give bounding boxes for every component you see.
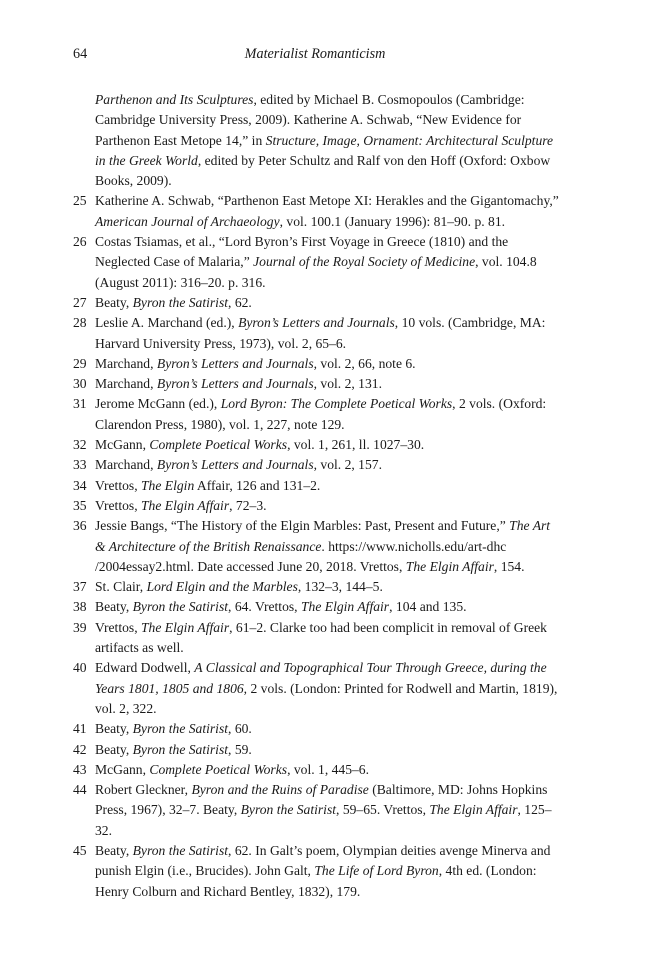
endnote-number: 42 bbox=[73, 741, 87, 757]
note-fragment: McGann, bbox=[95, 437, 150, 453]
note-fragment: , 104 and 135. bbox=[389, 599, 467, 615]
italic-title: Byron the Satirist bbox=[132, 741, 229, 757]
italic-title: Byron the Satirist bbox=[132, 294, 229, 310]
note-fragment: , 62. In Galt’s poem, Olympian deities avenge Minerva and punish Elgin (i.e., Brucides). John Galt, bbox=[95, 842, 551, 879]
note-fragment: , 59. bbox=[228, 741, 252, 757]
italic-title: Lord Elgin and the Marbles bbox=[146, 579, 298, 595]
note-fragment: Marchand, bbox=[95, 355, 157, 371]
italic-title: The Elgin Affair bbox=[141, 497, 230, 513]
note-fragment: Vrettos, bbox=[95, 477, 141, 493]
endnote-text bbox=[95, 618, 559, 659]
endnote-number: 41 bbox=[73, 721, 87, 737]
note-fragment: Jerome McGann (ed.), bbox=[95, 396, 221, 412]
endnote-text bbox=[95, 597, 559, 617]
note-fragment: Robert Gleckner, bbox=[95, 782, 192, 798]
note-fragment: Beaty, bbox=[95, 599, 133, 615]
endnote-number: 26 bbox=[73, 234, 87, 250]
note-fragment: , vol. 100.1 (January 1996): 81–90. p. 81. bbox=[279, 213, 506, 229]
endnote bbox=[73, 658, 559, 719]
endnote-text bbox=[95, 719, 559, 739]
endnote-text bbox=[95, 841, 559, 902]
endnote-text bbox=[95, 476, 559, 496]
note-fragment: Beaty, bbox=[95, 842, 133, 858]
endnote-number: 25 bbox=[73, 193, 87, 209]
note-fragment: , 60. bbox=[228, 721, 252, 737]
endnote bbox=[73, 293, 559, 313]
italic-title: Byron and the Ruins of Paradise bbox=[191, 782, 369, 798]
endnote bbox=[73, 374, 559, 394]
endnote bbox=[73, 618, 559, 659]
italic-title: The Art & Architecture of the British Renaissance bbox=[95, 518, 551, 554]
note-fragment: Vrettos, bbox=[95, 497, 141, 513]
note-fragment: Katherine A. Schwab, “Parthenon East Metope XI: Herakles and the Gigantomachy,” bbox=[95, 193, 559, 209]
endnote-text bbox=[95, 496, 559, 516]
endnote bbox=[73, 90, 559, 191]
endnote-number: 36 bbox=[73, 518, 87, 534]
endnote-text bbox=[95, 435, 559, 455]
italic-title: Byron’s Letters and Journals bbox=[156, 457, 314, 473]
endnote-text bbox=[95, 394, 559, 435]
italic-title: Byron the Satirist bbox=[132, 721, 229, 737]
endnote-number: 31 bbox=[73, 396, 87, 412]
italic-title: The Elgin Affair bbox=[429, 802, 518, 818]
page-header bbox=[73, 46, 557, 66]
endnote bbox=[73, 191, 559, 232]
endnote bbox=[73, 435, 559, 455]
endnote-text bbox=[95, 313, 559, 354]
endnote-number: 32 bbox=[73, 437, 87, 453]
note-fragment: Vrettos, bbox=[95, 619, 141, 635]
endnote-number: 39 bbox=[73, 619, 87, 635]
note-fragment: Beaty, bbox=[95, 741, 133, 757]
note-fragment: St. Clair, bbox=[95, 579, 147, 595]
page-number: 64 bbox=[73, 46, 88, 62]
note-fragment: , 125–32. bbox=[95, 802, 552, 838]
endnote-number: 28 bbox=[73, 315, 87, 331]
endnote bbox=[73, 394, 559, 435]
italic-title: Parthenon and Its Sculptures bbox=[95, 92, 254, 107]
note-fragment: , 59–65. Vrettos, bbox=[336, 802, 430, 818]
note-fragment: Costas Tsiamas, et al., “Lord Byron’s First Voyage in Greece (1810) and the Neglected Case of Malaria,” bbox=[95, 234, 509, 270]
endnote-text bbox=[95, 232, 559, 293]
note-fragment: Jessie Bangs, “The History of the Elgin Marbles: Past, Present and Future,” bbox=[95, 518, 510, 534]
endnote-number: 29 bbox=[73, 355, 87, 371]
italic-title: Byron’s Letters and Journals bbox=[156, 376, 314, 392]
italic-title: Byron the Satirist bbox=[132, 599, 229, 615]
note-fragment: , vol. 2, 157. bbox=[313, 457, 382, 473]
note-fragment: , vol. 2, 66, note 6. bbox=[313, 355, 416, 371]
italic-title: Byron the Satirist bbox=[132, 842, 229, 858]
italic-title: The Elgin Affair bbox=[405, 558, 494, 574]
endnote bbox=[73, 597, 559, 617]
endnote-number: 34 bbox=[73, 477, 87, 493]
note-fragment: , edited by Michael B. Cosmopoulos (Cambridge: Cambridge University Press, 2009). Katherine A. Schwab, “New Evidence for Parthenon East Metope 14,” in bbox=[95, 92, 525, 148]
endnote-number: 38 bbox=[73, 599, 87, 615]
note-fragment: , edited by Peter Schultz and Ralf von den Hoff (Oxford: Oxbow Books, 2009). bbox=[95, 152, 551, 189]
italic-title: Complete Poetical Works bbox=[149, 761, 288, 777]
endnotes-list bbox=[73, 90, 559, 902]
note-fragment: Beaty, bbox=[95, 721, 133, 737]
endnote-number: 37 bbox=[73, 579, 87, 595]
note-fragment: , 72–3. bbox=[229, 497, 267, 513]
endnote-text bbox=[95, 577, 559, 597]
italic-title: Byron’s Letters and Journals bbox=[238, 315, 395, 331]
note-fragment: , 2 vols. (Oxford: Clarendon Press, 1980), vol. 1, 227, note 129. bbox=[95, 396, 547, 432]
endnote-text bbox=[95, 293, 559, 313]
endnote-number: 27 bbox=[73, 294, 87, 310]
note-fragment: , 61–2. Clarke too had been complicit in removal of Greek artifacts as well. bbox=[95, 619, 547, 656]
note-fragment: Marchand, bbox=[95, 376, 157, 392]
endnote bbox=[73, 841, 559, 902]
endnote bbox=[73, 780, 559, 841]
italic-title: Lord Byron: The Complete Poetical Works bbox=[220, 396, 453, 412]
endnote-text bbox=[95, 658, 559, 719]
italic-title: Byron’s Letters and Journals bbox=[156, 355, 314, 371]
note-fragment: Affair, 126 and 131–2. bbox=[194, 477, 321, 493]
endnote-number: 43 bbox=[73, 761, 87, 777]
italic-title: A Classical and Topographical Tour Through Greece, during the Years 1801, 1805 and 1806 bbox=[95, 660, 547, 696]
endnote bbox=[73, 354, 559, 374]
endnote-number: 40 bbox=[73, 660, 87, 676]
note-fragment: , vol. 1, 445–6. bbox=[287, 761, 370, 777]
endnote bbox=[73, 577, 559, 597]
italic-title: American Journal of Archaeology bbox=[95, 213, 280, 229]
italic-title: The Life of Lord Byron bbox=[314, 863, 439, 879]
note-fragment: . https://www.nicholls.edu/art-dhc /2004essay2.html. Date accessed June 20, 2018. Vrettos, bbox=[95, 538, 507, 574]
endnote bbox=[73, 232, 559, 293]
endnote bbox=[73, 455, 559, 475]
endnote bbox=[73, 496, 559, 516]
endnote bbox=[73, 313, 559, 354]
endnote-number: 45 bbox=[73, 842, 87, 858]
italic-title: Byron the Satirist bbox=[240, 802, 337, 818]
note-fragment: , 62. bbox=[228, 294, 252, 310]
note-fragment: Edward Dodwell, bbox=[95, 660, 195, 676]
endnote bbox=[73, 476, 559, 496]
endnote-number: 44 bbox=[73, 782, 87, 798]
note-fragment: , 4th ed. (London: Henry Colburn and Richard Bentley, 1832), 179. bbox=[95, 863, 537, 899]
endnote-text bbox=[95, 780, 559, 841]
endnote-number: 35 bbox=[73, 497, 87, 513]
endnote-text bbox=[95, 191, 559, 232]
italic-title: The Elgin bbox=[141, 477, 195, 493]
note-fragment: , 2 vols. (London: Printed for Rodwell and Martin, 1819), vol. 2, 322. bbox=[95, 680, 558, 716]
endnote-number: 30 bbox=[73, 376, 87, 392]
endnote-text bbox=[95, 374, 559, 394]
italic-title: The Elgin Affair bbox=[300, 599, 390, 615]
endnote-text bbox=[95, 740, 559, 760]
endnote bbox=[73, 516, 559, 577]
endnote bbox=[73, 740, 559, 760]
endnote-number: 33 bbox=[73, 457, 87, 473]
endnote-text bbox=[95, 760, 559, 780]
note-fragment: Marchand, bbox=[95, 457, 157, 473]
note-fragment: , 64. Vrettos, bbox=[228, 599, 301, 615]
italic-title: The Elgin Affair bbox=[141, 619, 230, 635]
endnote bbox=[73, 719, 559, 739]
endnote-text bbox=[95, 90, 559, 191]
endnote-text bbox=[95, 354, 559, 374]
note-fragment: , vol. 1, 261, ll. 1027–30. bbox=[287, 437, 425, 453]
endnote-text bbox=[95, 516, 559, 577]
note-fragment: , 10 vols. (Cambridge, MA: Harvard University Press, 1973), vol. 2, 65–6. bbox=[95, 315, 546, 351]
note-fragment: , vol. 2, 131. bbox=[313, 376, 382, 392]
endnote bbox=[73, 760, 559, 780]
endnote-text bbox=[95, 455, 559, 475]
note-fragment: , 132–3, 144–5. bbox=[297, 579, 383, 595]
note-fragment: McGann, bbox=[95, 761, 150, 777]
note-fragment: , vol. 104.8 (August 2011): 316–20. p. 316. bbox=[95, 254, 537, 290]
note-fragment: Beaty, bbox=[95, 294, 133, 310]
note-fragment: Leslie A. Marchand (ed.), bbox=[95, 315, 239, 331]
note-fragment: (Baltimore, MD: Johns Hopkins Press, 1967), 32–7. Beaty, bbox=[95, 782, 548, 818]
running-title: Materialist Romanticism bbox=[244, 46, 386, 62]
italic-title: Structure, Image, Ornament: Architectural Sculpture in the Greek World bbox=[95, 132, 554, 168]
italic-title: Complete Poetical Works bbox=[149, 437, 288, 453]
note-fragment: , 154. bbox=[493, 558, 525, 574]
italic-title: Journal of the Royal Society of Medicine bbox=[253, 254, 476, 270]
